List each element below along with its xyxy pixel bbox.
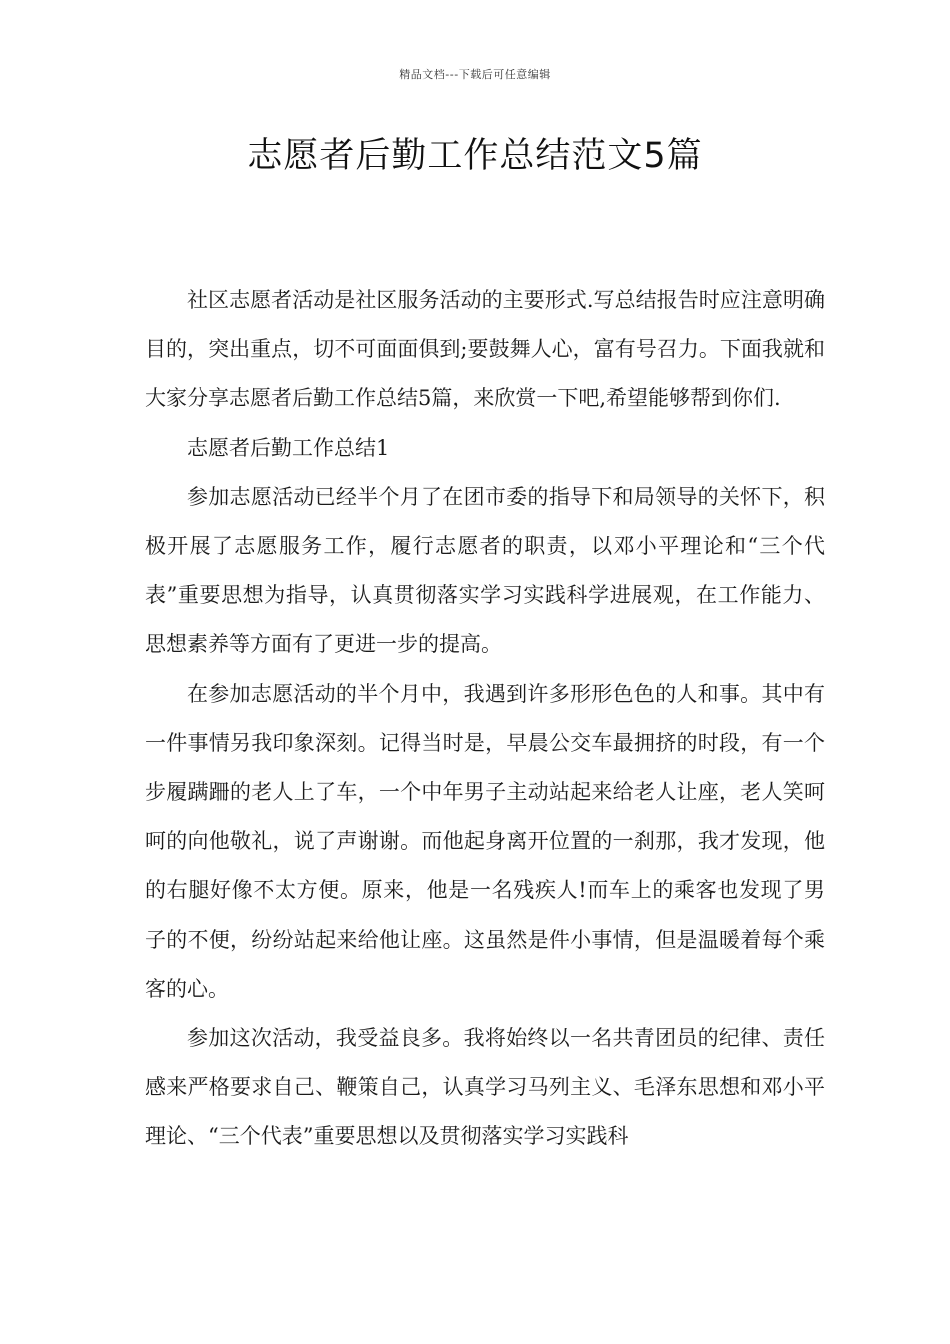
- body-paragraph: 参加这次活动，我受益良多。我将始终以一名共青团员的纪律、责任感来严格要求自己、鞭策自己，认真学习马列主义、毛泽东思想和邓小平理论、“三个代表”重要思想以及贯彻落实学习实践科: [145, 1026, 825, 1149]
- section-heading: 志愿者后勤工作总结1: [187, 435, 390, 460]
- header-note: 精品文档---下载后可任意编辑: [399, 68, 551, 81]
- document-title: 志愿者后勤工作总结范文5篇: [247, 136, 703, 176]
- body-paragraph: 在参加志愿活动的半个月中，我遇到许多形形色色的人和事。其中有一件事情另我印象深刻。记得当时是，早晨公交车最拥挤的时段，有一个步履蹒跚的老人上了车，一个中年男子主动站起来给老人让座，老人笑呵呵的向他敬礼，说了声谢谢。而他起身离开位置的一刹那，我才发现，他的右腿好像不太方便。原来，他是一名残疾人!而车上的乘客也发现了男子的不便，纷纷站起来给他让座。这虽然是件小事情，但是温暖着每个乘客的心。: [145, 681, 825, 1001]
- body-paragraph: 参加志愿活动已经半个月了在团市委的指导下和局领导的关怀下，积极开展了志愿服务工作，履行志愿者的职责，以邓小平理论和“三个代表”重要思想为指导，认真贯彻落实学习实践科学进展观，在工作能力、思想素养等方面有了更进一步的提高。: [145, 484, 825, 657]
- document-body: [145, 276, 825, 1162]
- intro-paragraph: 社区志愿者活动是社区服务活动的主要形式.写总结报告时应注意明确目的，突出重点，切不可面面俱到;要鼓舞人心，富有号召力。下面我就和大家分享志愿者后勤工作总结5篇，来欣赏一下吧,希望能够帮到你们.: [145, 288, 825, 411]
